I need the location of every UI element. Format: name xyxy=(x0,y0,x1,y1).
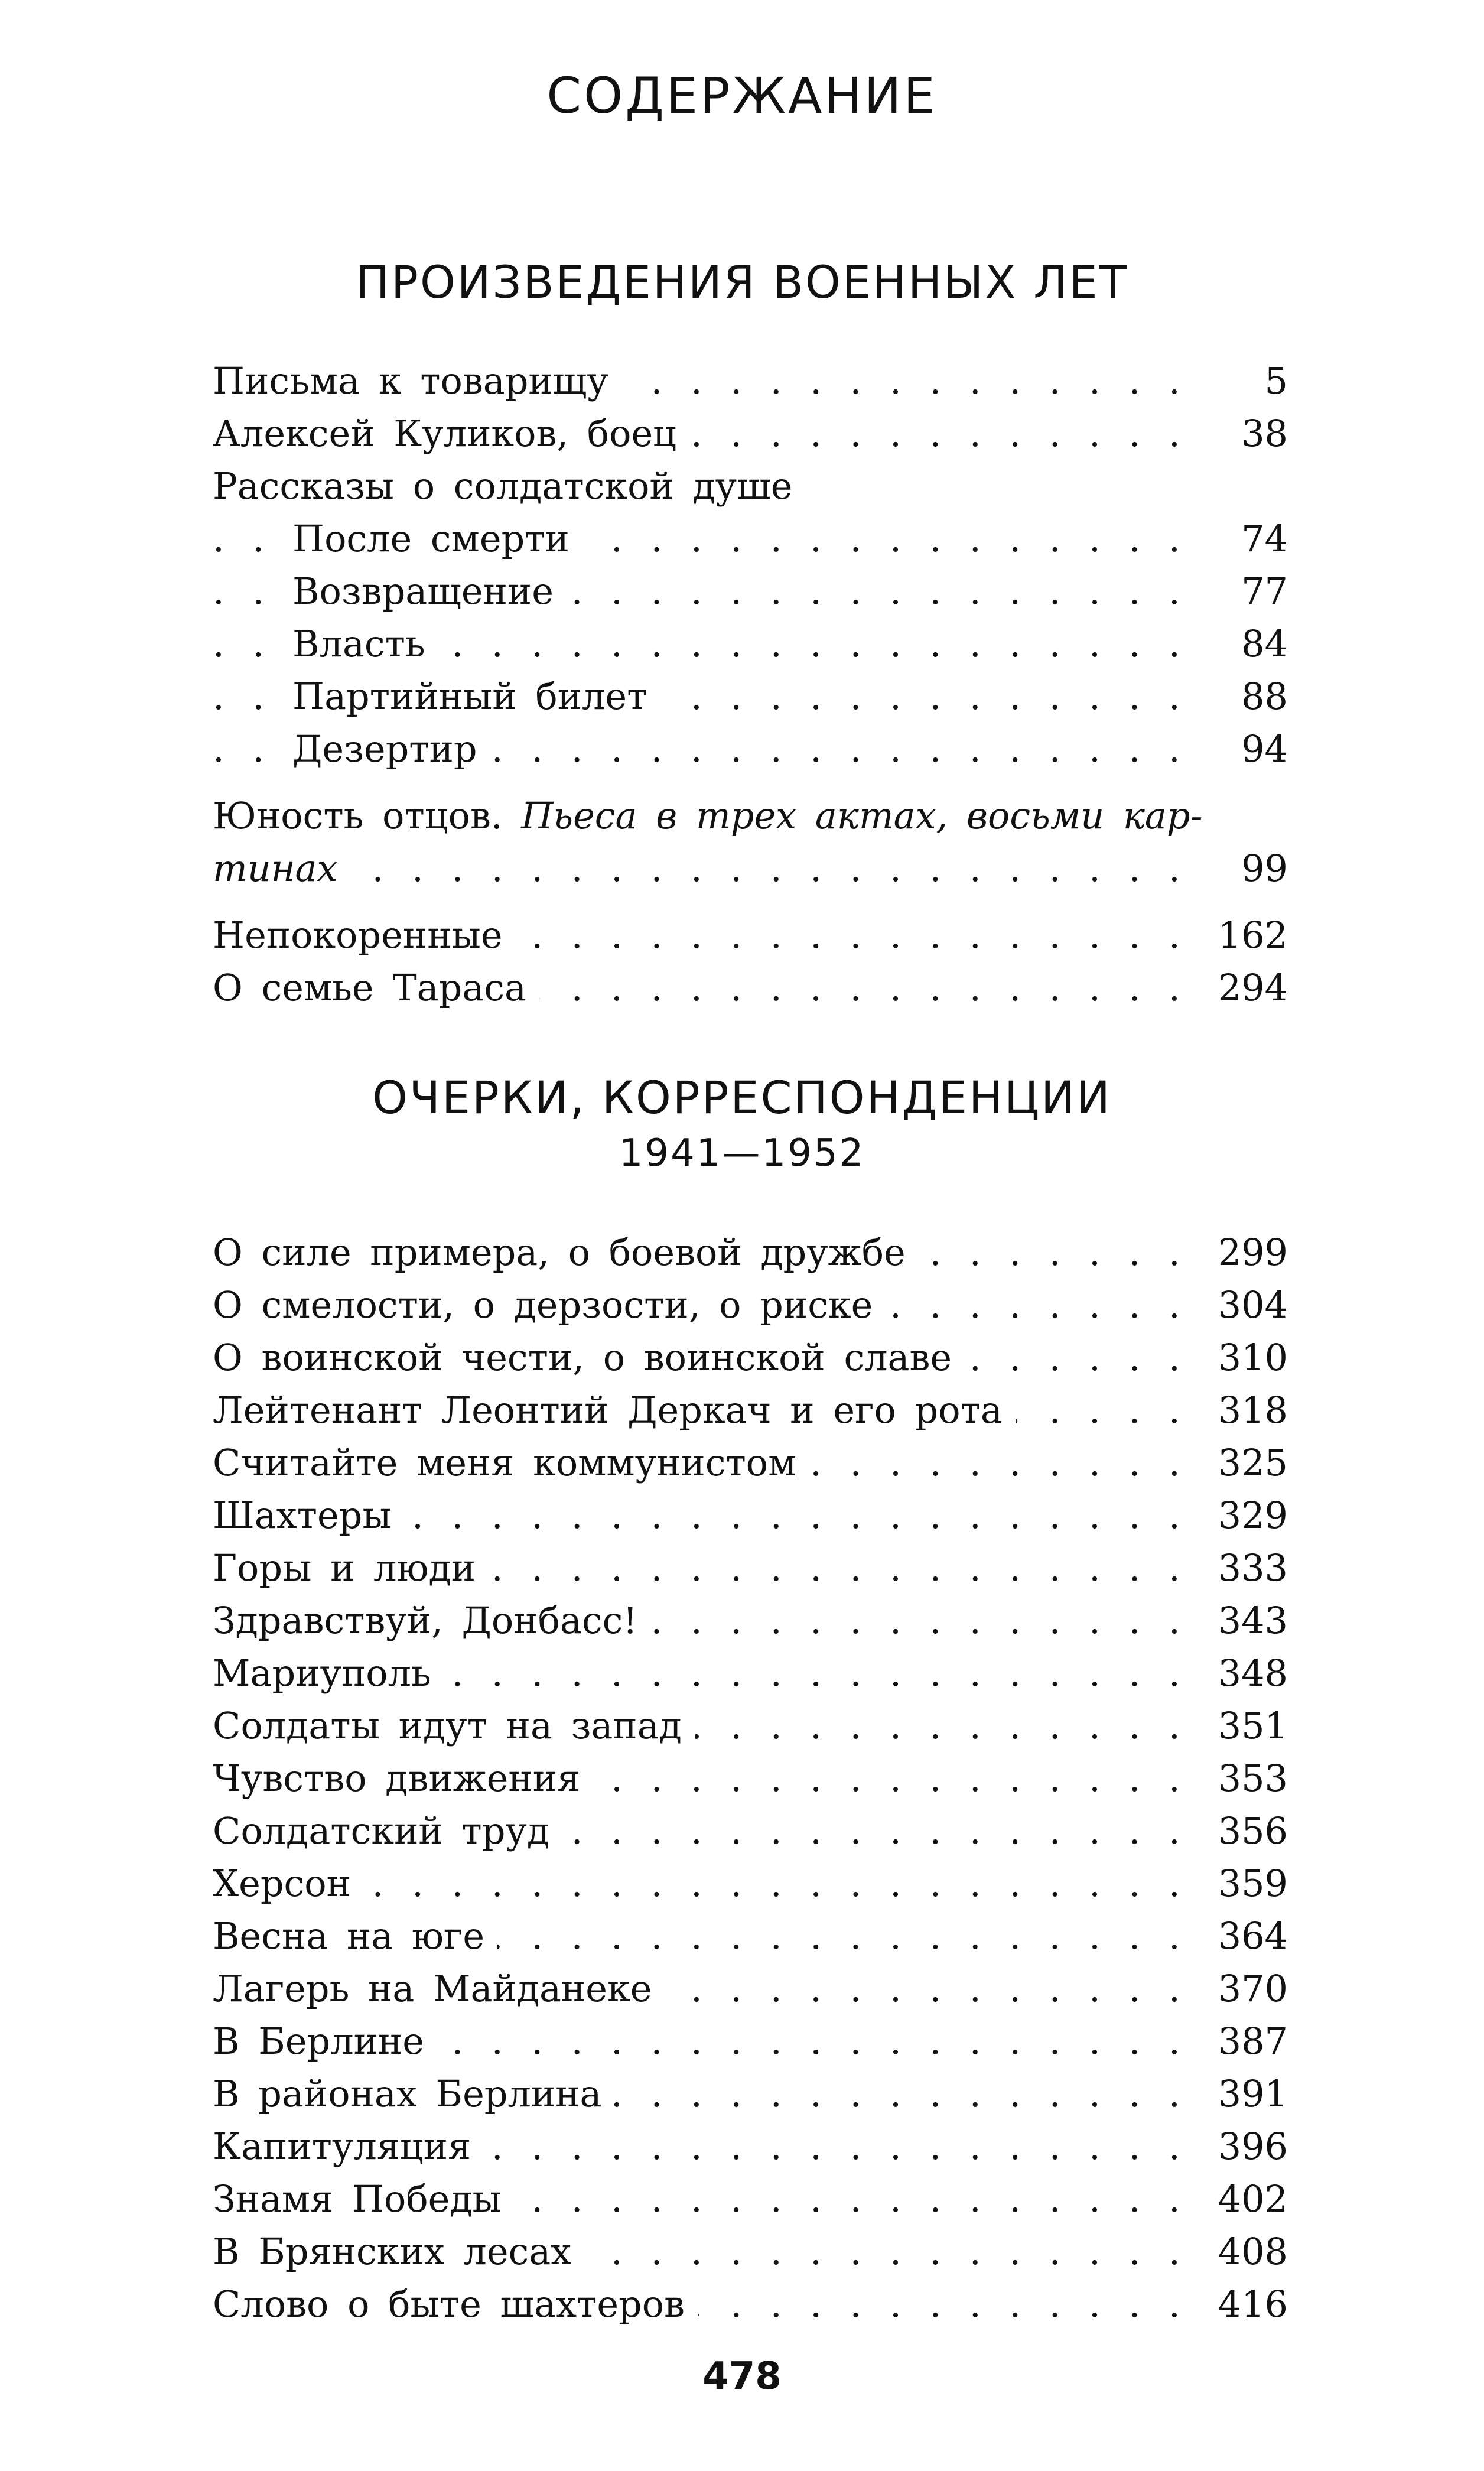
toc-entry xyxy=(213,1805,1288,1857)
toc-entry-page: 84 xyxy=(1199,617,1288,670)
toc-entry-page: 351 xyxy=(1199,1699,1288,1752)
toc-entry-title: В районах Берлина xyxy=(213,2072,614,2115)
toc-entry-play-line2 xyxy=(213,842,1288,895)
toc-entry-page: 304 xyxy=(1199,1279,1288,1331)
toc-entry-page: 318 xyxy=(1199,1384,1288,1436)
toc-entry xyxy=(213,1647,1288,1699)
toc-entry-page: 329 xyxy=(1199,1489,1288,1542)
toc-entry-title: Слово о быте шахтеров xyxy=(213,2283,698,2326)
toc-entry-page: 356 xyxy=(1199,1805,1288,1857)
toc-entry-page: 5 xyxy=(1199,355,1288,407)
toc-entry-page: 348 xyxy=(1199,1647,1288,1699)
toc-section-war-works xyxy=(213,355,1288,1014)
toc-entry xyxy=(213,723,1288,775)
toc-entry-page: 325 xyxy=(1199,1436,1288,1489)
toc-entry-title: Партийный билет xyxy=(292,675,660,718)
toc-entry xyxy=(213,2173,1288,2225)
toc-entry-title: О смелости, о дерзости, о риске xyxy=(213,1283,886,1326)
toc-entry-page: 99 xyxy=(1199,842,1288,895)
toc-entry-play-subtitle-cont: тинах xyxy=(213,847,351,890)
toc-entry-page: 343 xyxy=(1199,1594,1288,1647)
toc-entry-page: 38 xyxy=(1199,407,1288,460)
toc-entry-page: 387 xyxy=(1199,2015,1288,2067)
toc-entry-page: 94 xyxy=(1199,723,1288,775)
toc-entry-page: 364 xyxy=(1199,1910,1288,1962)
toc-entry-page: 370 xyxy=(1199,1962,1288,2015)
toc-entry-title: О семье Тараса xyxy=(213,966,539,1009)
toc-entry-title: Лейтенант Леонтий Деркач и его рота xyxy=(213,1389,1016,1432)
toc-entry xyxy=(213,1542,1288,1594)
page-number: 478 xyxy=(702,2355,782,2398)
toc-entry-page: 333 xyxy=(1199,1542,1288,1594)
toc-entry-title: В Берлине xyxy=(213,2020,437,2063)
toc-entry-title: Весна на юге xyxy=(213,1914,497,1958)
toc-entry-title: Знамя Победы xyxy=(213,2177,515,2220)
leader-dots xyxy=(213,842,1199,895)
toc-entry xyxy=(213,670,1288,723)
toc-entry xyxy=(213,1857,1288,1910)
toc-entry-title: После смерти xyxy=(292,517,582,560)
toc-entry-title: В Брянских лесах xyxy=(213,2230,584,2273)
toc-entry xyxy=(213,355,1288,407)
toc-entry xyxy=(213,961,1288,1014)
toc-entry-page: 162 xyxy=(1199,909,1288,961)
toc-entry xyxy=(213,909,1288,961)
toc-entry-title: Непокоренные xyxy=(213,913,516,957)
toc-entry-title: Солдаты идут на запад xyxy=(213,1704,695,1747)
toc-entry xyxy=(213,2015,1288,2067)
toc-entry-page: 353 xyxy=(1199,1752,1288,1805)
toc-entry xyxy=(213,1699,1288,1752)
toc-entry-title: Здравствуй, Донбасс! xyxy=(213,1599,650,1642)
toc-entry-title: О силе примера, о боевой дружбе xyxy=(213,1231,919,1274)
toc-entry-page: 77 xyxy=(1199,565,1288,617)
toc-entry-page: 359 xyxy=(1199,1857,1288,1910)
toc-entry-page: 74 xyxy=(1199,512,1288,565)
toc-entry xyxy=(213,2225,1288,2278)
toc-entry xyxy=(213,1752,1288,1805)
toc-entry xyxy=(213,1331,1288,1384)
toc-entry-title: Власть xyxy=(292,622,438,665)
toc-entry-play-line1 xyxy=(213,789,1288,842)
toc-entry-title: Письма к товарищу xyxy=(213,359,621,402)
toc-entry-title: Херсон xyxy=(213,1862,364,1905)
toc-entry-page: 391 xyxy=(1199,2067,1288,2120)
toc-entry xyxy=(213,1436,1288,1489)
toc-entry xyxy=(213,1594,1288,1647)
toc-entry-page: 88 xyxy=(1199,670,1288,723)
toc-entry-title: Считайте меня коммунистом xyxy=(213,1441,809,1484)
toc-entry-page: 310 xyxy=(1199,1331,1288,1384)
section-years: 1941—1952 xyxy=(619,1132,865,1175)
toc-entry-title: Чувство движения xyxy=(213,1757,593,1800)
toc-entry xyxy=(213,2278,1288,2330)
toc-section-essays xyxy=(213,1226,1288,2330)
toc-entry-play-title: Юность отцов. xyxy=(213,794,503,837)
toc-entry xyxy=(213,2067,1288,2120)
toc-entry-title: Алексей Куликов, боец xyxy=(213,412,689,455)
toc-entry-page: 294 xyxy=(1199,961,1288,1014)
toc-entry-title: Горы и люди xyxy=(213,1546,489,1589)
toc-entry xyxy=(213,2120,1288,2173)
toc-entry xyxy=(213,512,1288,565)
toc-entry-page: 396 xyxy=(1199,2120,1288,2173)
toc-entry xyxy=(213,407,1288,460)
toc-entry-title: Шахтеры xyxy=(213,1494,405,1537)
toc-entry-title: Лагерь на Майданеке xyxy=(213,1967,665,2010)
toc-entry-title: О воинской чести, о воинской славе xyxy=(213,1336,965,1379)
toc-group-label: Рассказы о солдатской душе xyxy=(213,464,793,508)
page-title: СОДЕРЖАНИЕ xyxy=(546,67,938,125)
toc-entry xyxy=(213,1226,1288,1279)
toc-entry xyxy=(213,1910,1288,1962)
toc-entry xyxy=(213,1279,1288,1331)
toc-entry-title: Возвращение xyxy=(292,570,567,613)
section-heading-war-works: ПРОИЗВЕДЕНИЯ ВОЕННЫХ ЛЕТ xyxy=(355,256,1129,308)
toc-entry-title: Дезертир xyxy=(292,727,490,770)
toc-entry xyxy=(213,1384,1288,1436)
toc-entry-title: Капитуляция xyxy=(213,2125,484,2168)
toc-entry-page: 402 xyxy=(1199,2173,1288,2225)
toc-entry-page: 299 xyxy=(1199,1226,1288,1279)
toc-entry-page: 416 xyxy=(1199,2278,1288,2330)
toc-entry-play-subtitle: Пьеса в трех актах, восьми кар- xyxy=(521,794,1203,837)
section-heading-essays: ОЧЕРКИ, КОРРЕСПОНДЕНЦИИ xyxy=(372,1071,1112,1124)
toc-entry-title: Солдатский труд xyxy=(213,1809,562,1852)
toc-entry-page: 408 xyxy=(1199,2225,1288,2278)
toc-entry-title: Мариуполь xyxy=(213,1651,444,1695)
toc-entry xyxy=(213,1489,1288,1542)
toc-entry xyxy=(213,565,1288,617)
toc-entry xyxy=(213,1962,1288,2015)
toc-entry xyxy=(213,617,1288,670)
